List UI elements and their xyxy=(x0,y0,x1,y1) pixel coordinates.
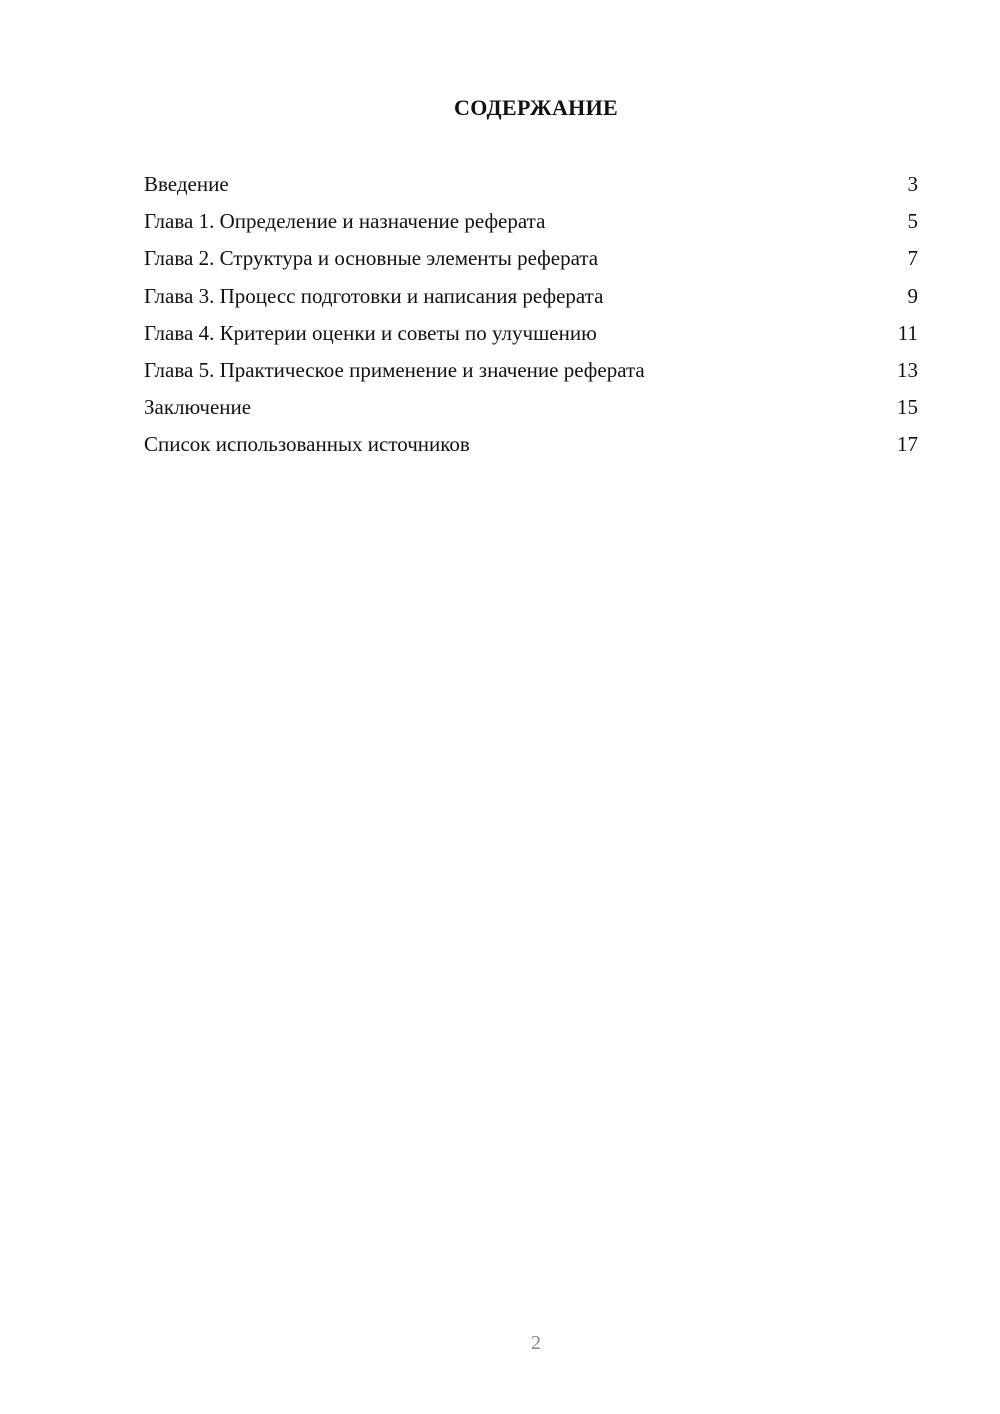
toc-entry-introduction xyxy=(144,169,918,206)
page-number: 2 xyxy=(531,1332,541,1354)
toc-entry-label: Заключение xyxy=(144,395,252,420)
toc-entry-page: 13 xyxy=(897,357,918,382)
toc-entry-chapter-1 xyxy=(144,206,918,243)
toc-entry-page: 5 xyxy=(907,209,918,234)
toc-entry-page: 9 xyxy=(907,283,918,308)
page-title: СОДЕРЖАНИЕ xyxy=(454,95,618,120)
toc-entry-label: Список использованных источников xyxy=(144,432,470,457)
toc-entry-label: Глава 3. Процесс подготовки и написания реферата xyxy=(144,283,604,308)
toc-entry-conclusion xyxy=(144,392,918,429)
toc-entry-page: 17 xyxy=(897,432,918,457)
toc-entry-label: Глава 4. Критерии оценки и советы по улучшению xyxy=(144,320,597,345)
toc-entry-chapter-3 xyxy=(144,281,918,318)
table-of-contents xyxy=(144,169,918,467)
toc-entry-page: 7 xyxy=(907,246,918,271)
toc-entry-page: 15 xyxy=(897,395,918,420)
toc-entry-label: Глава 1. Определение и назначение реферата xyxy=(144,209,546,234)
toc-entry-references xyxy=(144,429,918,466)
toc-entry-chapter-4 xyxy=(144,318,918,355)
toc-entry-page: 11 xyxy=(897,320,918,345)
toc-entry-label: Глава 2. Структура и основные элементы реферата xyxy=(144,246,599,271)
toc-entry-chapter-5 xyxy=(144,355,918,392)
toc-entry-label: Введение xyxy=(144,172,229,196)
toc-entry-page: 3 xyxy=(907,172,918,196)
toc-entry-chapter-2 xyxy=(144,243,918,280)
toc-entry-label: Глава 5. Практическое применение и значение реферата xyxy=(144,357,645,382)
